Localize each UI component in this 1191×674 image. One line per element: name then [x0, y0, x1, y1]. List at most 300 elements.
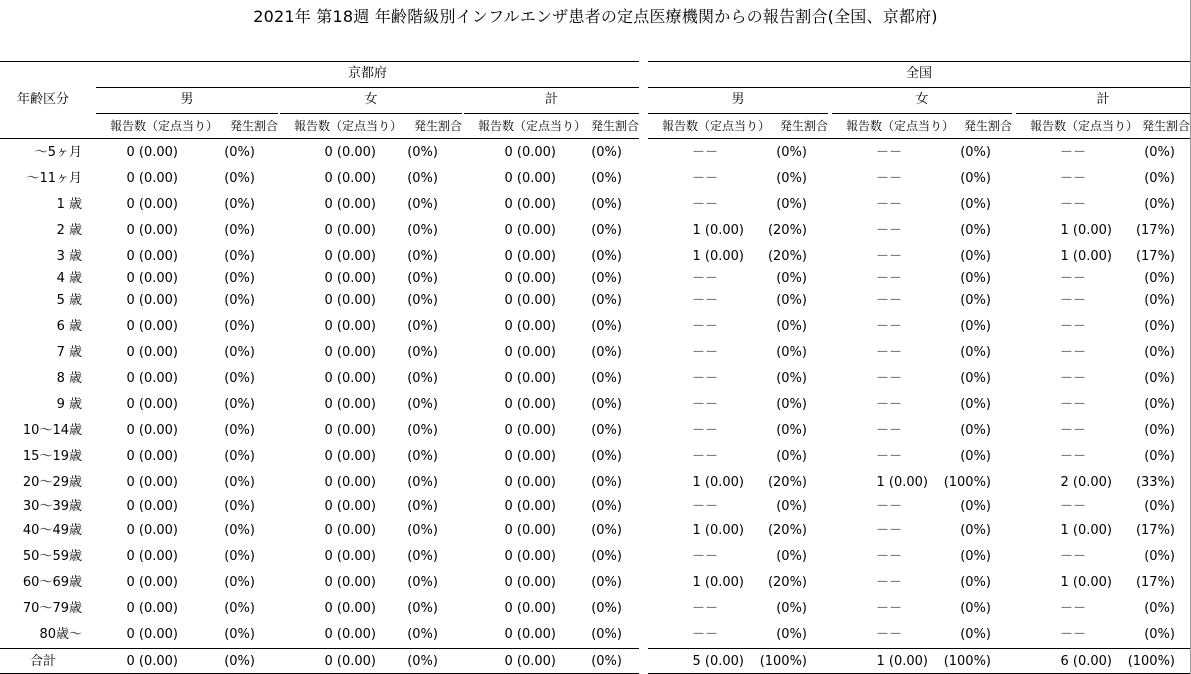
report-count-cell: －－ [1060, 171, 1087, 186]
rate-header: 発生割合 [229, 119, 278, 133]
report-count-cell: 0 (0.00) [504, 575, 556, 590]
report-count-cell: 0 (0.00) [126, 223, 178, 238]
rule-line [96, 113, 278, 114]
rate-cell: (17%) [1135, 249, 1175, 264]
rate-cell: (0%) [407, 575, 438, 590]
rate-cell: (0%) [960, 397, 991, 412]
rate-header: 発生割合 [963, 119, 1012, 133]
report-count-cell: －－ [876, 423, 903, 438]
report-count-cell: 0 (0.00) [126, 423, 178, 438]
rate-cell: (0%) [1144, 171, 1175, 186]
rate-cell: (0%) [1144, 371, 1175, 386]
report-count-cell: 0 (0.00) [126, 171, 178, 186]
rate-header: 発生割合 [779, 119, 828, 133]
rate-cell: (0%) [224, 345, 255, 360]
report-count-cell: －－ [1060, 549, 1087, 564]
report-count-cell: －－ [1060, 371, 1087, 386]
rate-cell: (100%) [759, 654, 807, 669]
rate-cell: (0%) [224, 249, 255, 264]
age-label: ～5ヶ月 [34, 145, 82, 160]
report-count-cell: 0 (0.00) [324, 271, 376, 286]
rule-line [648, 648, 1190, 649]
rate-cell: (0%) [1144, 145, 1175, 160]
report-count-cell: －－ [876, 249, 903, 264]
rate-cell: (0%) [591, 371, 622, 386]
rate-cell: (0%) [591, 293, 622, 308]
report-count-cell: －－ [876, 575, 903, 590]
rate-cell: (0%) [591, 223, 622, 238]
rate-cell: (0%) [224, 499, 255, 514]
rate-cell: (0%) [1144, 197, 1175, 212]
report-count-cell: －－ [1060, 293, 1087, 308]
rate-header: 発生割合 [413, 119, 462, 133]
report-count-cell: 0 (0.00) [324, 319, 376, 334]
report-count-cell: 0 (0.00) [504, 601, 556, 616]
rate-cell: (0%) [591, 197, 622, 212]
rate-cell: (0%) [1144, 499, 1175, 514]
report-count-cell: －－ [876, 397, 903, 412]
report-count-cell: 0 (0.00) [504, 271, 556, 286]
report-count-cell: －－ [1060, 145, 1087, 160]
report-count-cell: 0 (0.00) [504, 449, 556, 464]
rate-cell: (20%) [767, 575, 807, 590]
report-count-cell: 0 (0.00) [324, 423, 376, 438]
age-label: 6 歳 [56, 319, 82, 334]
rate-cell: (17%) [1135, 575, 1175, 590]
rate-cell: (0%) [960, 549, 991, 564]
report-count-cell: 0 (0.00) [504, 223, 556, 238]
age-label: 9 歳 [56, 397, 82, 412]
rate-header: 発生割合 [590, 119, 639, 133]
rate-cell: (0%) [1144, 449, 1175, 464]
report-count-cell: －－ [876, 449, 903, 464]
report-count-cell: 0 (0.00) [504, 319, 556, 334]
report-count-cell: 0 (0.00) [504, 197, 556, 212]
report-count-cell: －－ [876, 549, 903, 564]
report-count-cell: 0 (0.00) [504, 627, 556, 642]
rate-cell: (20%) [767, 523, 807, 538]
report-count-cell: 0 (0.00) [504, 371, 556, 386]
report-count-cell: 0 (0.00) [504, 475, 556, 490]
report-count-cell: 0 (0.00) [504, 293, 556, 308]
rate-cell: (0%) [776, 319, 807, 334]
rate-cell: (0%) [591, 171, 622, 186]
rate-cell: (100%) [943, 654, 991, 669]
rate-cell: (0%) [407, 654, 438, 669]
report-count-cell: －－ [876, 145, 903, 160]
report-count-cell: －－ [876, 601, 903, 616]
rate-cell: (0%) [591, 423, 622, 438]
report-count-cell: －－ [692, 627, 719, 642]
rate-cell: (0%) [776, 601, 807, 616]
rate-cell: (0%) [776, 397, 807, 412]
rate-cell: (0%) [960, 499, 991, 514]
report-count-cell: －－ [1060, 499, 1087, 514]
rate-cell: (0%) [776, 423, 807, 438]
age-label: 5 歳 [56, 293, 82, 308]
rate-cell: (0%) [224, 293, 255, 308]
rule-line [96, 87, 639, 88]
rate-cell: (0%) [407, 293, 438, 308]
report-count-cell: －－ [876, 271, 903, 286]
report-count-cell: 0 (0.00) [324, 145, 376, 160]
report-count-cell: 0 (0.00) [126, 627, 178, 642]
rule-line [0, 648, 639, 649]
report-count-cell: 0 (0.00) [504, 145, 556, 160]
rate-cell: (0%) [960, 197, 991, 212]
report-count-cell: 0 (0.00) [126, 145, 178, 160]
rate-cell: (0%) [960, 371, 991, 386]
sex-header: 計 [1096, 92, 1110, 107]
rate-cell: (0%) [591, 397, 622, 412]
rate-cell: (0%) [960, 449, 991, 464]
rate-cell: (0%) [591, 475, 622, 490]
rate-cell: (100%) [1127, 654, 1175, 669]
report-count-cell: 5 (0.00) [692, 654, 744, 669]
rate-cell: (0%) [591, 271, 622, 286]
report-count-cell: 1 (0.00) [1060, 249, 1112, 264]
report-count-header: 報告数（定点当り） [662, 119, 771, 133]
rate-cell: (0%) [1144, 601, 1175, 616]
report-count-cell: 0 (0.00) [324, 345, 376, 360]
rate-cell: (0%) [224, 549, 255, 564]
report-count-cell: 0 (0.00) [126, 345, 178, 360]
report-count-cell: 0 (0.00) [504, 423, 556, 438]
report-count-cell: －－ [692, 423, 719, 438]
report-count-cell: 0 (0.00) [504, 345, 556, 360]
report-count-cell: 0 (0.00) [324, 197, 376, 212]
rate-cell: (0%) [224, 575, 255, 590]
rate-cell: (0%) [1144, 627, 1175, 642]
report-count-cell: 0 (0.00) [324, 171, 376, 186]
report-count-cell: 1 (0.00) [692, 475, 744, 490]
rate-cell: (0%) [591, 523, 622, 538]
rate-cell: (0%) [224, 223, 255, 238]
report-count-cell: －－ [1060, 449, 1087, 464]
report-count-cell: －－ [1060, 319, 1087, 334]
rule-line [0, 61, 639, 62]
rate-cell: (0%) [407, 223, 438, 238]
report-count-cell: 1 (0.00) [876, 654, 928, 669]
rate-cell: (0%) [776, 293, 807, 308]
rate-cell: (0%) [591, 449, 622, 464]
report-count-cell: 1 (0.00) [692, 523, 744, 538]
age-label: 30～39歳 [22, 499, 82, 514]
rate-cell: (0%) [960, 627, 991, 642]
rate-cell: (0%) [224, 601, 255, 616]
report-count-cell: 1 (0.00) [1060, 575, 1112, 590]
rate-cell: (0%) [224, 271, 255, 286]
rate-cell: (0%) [407, 549, 438, 564]
report-count-cell: 0 (0.00) [126, 271, 178, 286]
rate-cell: (0%) [224, 423, 255, 438]
rate-cell: (0%) [1144, 549, 1175, 564]
rate-cell: (0%) [960, 523, 991, 538]
rate-cell: (17%) [1135, 223, 1175, 238]
report-count-header: 報告数（定点当り） [294, 119, 403, 133]
report-count-cell: 0 (0.00) [324, 223, 376, 238]
sex-header: 男 [731, 92, 745, 107]
rule-line [648, 87, 1190, 88]
rate-cell: (17%) [1135, 523, 1175, 538]
rate-cell: (0%) [591, 249, 622, 264]
rule-line [464, 113, 639, 114]
rate-cell: (0%) [591, 319, 622, 334]
rate-cell: (0%) [224, 397, 255, 412]
rate-cell: (0%) [1144, 271, 1175, 286]
report-count-cell: 0 (0.00) [126, 319, 178, 334]
report-count-header: 報告数（定点当り） [478, 119, 587, 133]
age-label: 3 歳 [56, 249, 82, 264]
rate-cell: (0%) [407, 319, 438, 334]
age-label: 20～29歳 [22, 475, 82, 490]
report-count-cell: 0 (0.00) [324, 449, 376, 464]
rate-cell: (0%) [960, 293, 991, 308]
report-count-cell: －－ [876, 627, 903, 642]
rate-cell: (0%) [224, 627, 255, 642]
rate-cell: (0%) [591, 549, 622, 564]
rate-cell: (0%) [407, 249, 438, 264]
age-label: 1 歳 [56, 197, 82, 212]
report-count-cell: －－ [876, 171, 903, 186]
report-count-cell: 0 (0.00) [324, 499, 376, 514]
rule-line [648, 138, 1190, 139]
report-count-cell: －－ [692, 499, 719, 514]
rate-cell: (0%) [591, 601, 622, 616]
rate-cell: (0%) [407, 449, 438, 464]
report-count-cell: 0 (0.00) [324, 293, 376, 308]
age-label: 7 歳 [56, 345, 82, 360]
report-count-cell: 0 (0.00) [126, 654, 178, 669]
rate-cell: (0%) [224, 654, 255, 669]
rate-cell: (0%) [407, 627, 438, 642]
report-count-cell: 0 (0.00) [504, 523, 556, 538]
rate-cell: (0%) [407, 171, 438, 186]
rate-cell: (0%) [1144, 345, 1175, 360]
report-count-cell: 0 (0.00) [126, 397, 178, 412]
rate-cell: (0%) [1144, 423, 1175, 438]
report-count-cell: －－ [692, 397, 719, 412]
rate-cell: (0%) [960, 145, 991, 160]
rate-cell: (0%) [776, 499, 807, 514]
rate-cell: (0%) [1144, 397, 1175, 412]
age-label: 40～49歳 [22, 523, 82, 538]
report-count-cell: 0 (0.00) [126, 475, 178, 490]
rate-cell: (0%) [407, 271, 438, 286]
report-count-cell: －－ [692, 171, 719, 186]
report-count-cell: －－ [692, 449, 719, 464]
report-count-cell: 1 (0.00) [692, 575, 744, 590]
page-title: 2021年 第18週 年齢階級別インフルエンザ患者の定点医療機関からの報告割合(全国、京都府) [253, 7, 938, 26]
age-label: 60～69歳 [22, 575, 82, 590]
report-count-cell: －－ [692, 197, 719, 212]
rule-line [648, 61, 1190, 62]
rule-line [1016, 113, 1190, 114]
age-label: 4 歳 [56, 271, 82, 286]
report-count-cell: －－ [876, 197, 903, 212]
report-count-cell: 0 (0.00) [126, 449, 178, 464]
report-count-cell: －－ [1060, 627, 1087, 642]
sex-header: 男 [180, 92, 194, 107]
report-count-cell: －－ [876, 345, 903, 360]
rate-cell: (0%) [407, 371, 438, 386]
region-header: 全国 [905, 66, 932, 81]
rate-cell: (0%) [960, 575, 991, 590]
rate-cell: (0%) [407, 499, 438, 514]
report-count-cell: －－ [692, 293, 719, 308]
rate-cell: (0%) [591, 627, 622, 642]
rate-cell: (0%) [776, 549, 807, 564]
rate-cell: (100%) [943, 475, 991, 490]
report-count-cell: 0 (0.00) [126, 523, 178, 538]
report-count-cell: －－ [692, 271, 719, 286]
rule-line [648, 113, 828, 114]
rate-cell: (0%) [776, 145, 807, 160]
report-count-cell: 0 (0.00) [324, 627, 376, 642]
age-label: 80歳～ [39, 627, 82, 642]
sex-header: 女 [915, 92, 929, 107]
rate-cell: (0%) [407, 397, 438, 412]
rate-cell: (33%) [1135, 475, 1175, 490]
rate-cell: (20%) [767, 249, 807, 264]
rate-cell: (0%) [224, 171, 255, 186]
report-count-cell: 0 (0.00) [126, 575, 178, 590]
report-count-cell: 1 (0.00) [692, 249, 744, 264]
report-count-header: 報告数（定点当り） [1030, 119, 1139, 133]
report-count-cell: 0 (0.00) [324, 397, 376, 412]
report-count-cell: －－ [692, 601, 719, 616]
rate-cell: (0%) [776, 197, 807, 212]
rate-cell: (20%) [767, 475, 807, 490]
age-label: 2 歳 [56, 223, 82, 238]
report-count-cell: －－ [876, 499, 903, 514]
report-count-cell: －－ [876, 371, 903, 386]
report-count-cell: 0 (0.00) [324, 601, 376, 616]
rate-cell: (0%) [960, 601, 991, 616]
report-count-cell: 1 (0.00) [1060, 223, 1112, 238]
report-count-cell: 0 (0.00) [126, 499, 178, 514]
report-count-cell: －－ [1060, 197, 1087, 212]
report-count-cell: 1 (0.00) [692, 223, 744, 238]
rate-cell: (0%) [960, 249, 991, 264]
report-count-cell: 0 (0.00) [126, 549, 178, 564]
report-count-cell: －－ [876, 523, 903, 538]
rate-cell: (0%) [407, 601, 438, 616]
report-count-cell: 0 (0.00) [504, 549, 556, 564]
report-count-cell: －－ [1060, 345, 1087, 360]
report-count-cell: 6 (0.00) [1060, 654, 1112, 669]
rate-cell: (0%) [407, 145, 438, 160]
report-count-cell: 0 (0.00) [126, 371, 178, 386]
rate-cell: (0%) [1144, 319, 1175, 334]
rate-cell: (0%) [776, 449, 807, 464]
report-count-cell: －－ [692, 549, 719, 564]
rate-cell: (0%) [591, 345, 622, 360]
report-count-header: 報告数（定点当り） [110, 119, 219, 133]
rate-header: 発生割合 [1141, 119, 1190, 133]
age-label: 8 歳 [56, 371, 82, 386]
report-count-cell: 0 (0.00) [324, 654, 376, 669]
rate-cell: (0%) [591, 654, 622, 669]
report-count-cell: 0 (0.00) [504, 397, 556, 412]
report-count-cell: －－ [876, 223, 903, 238]
total-label: 合計 [29, 654, 56, 669]
rate-cell: (0%) [776, 271, 807, 286]
report-count-cell: 0 (0.00) [324, 523, 376, 538]
rate-cell: (20%) [767, 223, 807, 238]
rate-cell: (0%) [591, 499, 622, 514]
rate-cell: (0%) [960, 171, 991, 186]
rate-cell: (0%) [407, 475, 438, 490]
region-header: 京都府 [347, 66, 387, 81]
age-group-header: 年齢区分 [16, 92, 69, 107]
report-count-cell: －－ [692, 371, 719, 386]
rate-cell: (0%) [960, 423, 991, 438]
rate-cell: (0%) [407, 197, 438, 212]
report-count-cell: －－ [876, 293, 903, 308]
report-count-cell: 0 (0.00) [324, 475, 376, 490]
age-label: 15～19歳 [22, 449, 82, 464]
rule-line [0, 138, 639, 139]
rate-cell: (0%) [407, 423, 438, 438]
rate-cell: (0%) [960, 345, 991, 360]
rate-cell: (0%) [776, 345, 807, 360]
report-count-cell: 0 (0.00) [126, 601, 178, 616]
report-count-cell: －－ [1060, 423, 1087, 438]
rate-cell: (0%) [591, 575, 622, 590]
report-count-cell: 0 (0.00) [126, 293, 178, 308]
rate-cell: (0%) [407, 523, 438, 538]
report-count-cell: －－ [692, 345, 719, 360]
rate-cell: (0%) [776, 627, 807, 642]
age-label: 10～14歳 [22, 423, 82, 438]
rule-line [280, 113, 462, 114]
rate-cell: (0%) [224, 449, 255, 464]
rate-cell: (0%) [776, 371, 807, 386]
report-count-cell: 0 (0.00) [504, 654, 556, 669]
sex-header: 計 [544, 92, 558, 107]
report-count-cell: －－ [1060, 397, 1087, 412]
rate-cell: (0%) [1144, 293, 1175, 308]
rate-cell: (0%) [224, 145, 255, 160]
report-count-cell: －－ [1060, 601, 1087, 616]
report-count-cell: 1 (0.00) [876, 475, 928, 490]
rate-cell: (0%) [960, 271, 991, 286]
report-count-cell: 2 (0.00) [1060, 475, 1112, 490]
report-count-cell: 0 (0.00) [504, 171, 556, 186]
report-count-cell: 0 (0.00) [126, 197, 178, 212]
rate-cell: (0%) [224, 371, 255, 386]
rule-line [832, 113, 1012, 114]
report-count-cell: 0 (0.00) [324, 575, 376, 590]
report-count-cell: －－ [692, 145, 719, 160]
age-label: 70～79歳 [22, 601, 82, 616]
rate-cell: (0%) [960, 319, 991, 334]
rate-cell: (0%) [224, 523, 255, 538]
rate-cell: (0%) [591, 145, 622, 160]
rate-cell: (0%) [224, 197, 255, 212]
rate-cell: (0%) [776, 171, 807, 186]
report-count-cell: 0 (0.00) [126, 249, 178, 264]
report-count-cell: 0 (0.00) [504, 249, 556, 264]
report-count-cell: 0 (0.00) [324, 549, 376, 564]
report-count-cell: 0 (0.00) [504, 499, 556, 514]
rate-cell: (0%) [960, 223, 991, 238]
report-count-cell: －－ [692, 319, 719, 334]
report-count-header: 報告数（定点当り） [846, 119, 955, 133]
report-count-cell: 0 (0.00) [324, 371, 376, 386]
report-count-cell: －－ [876, 319, 903, 334]
